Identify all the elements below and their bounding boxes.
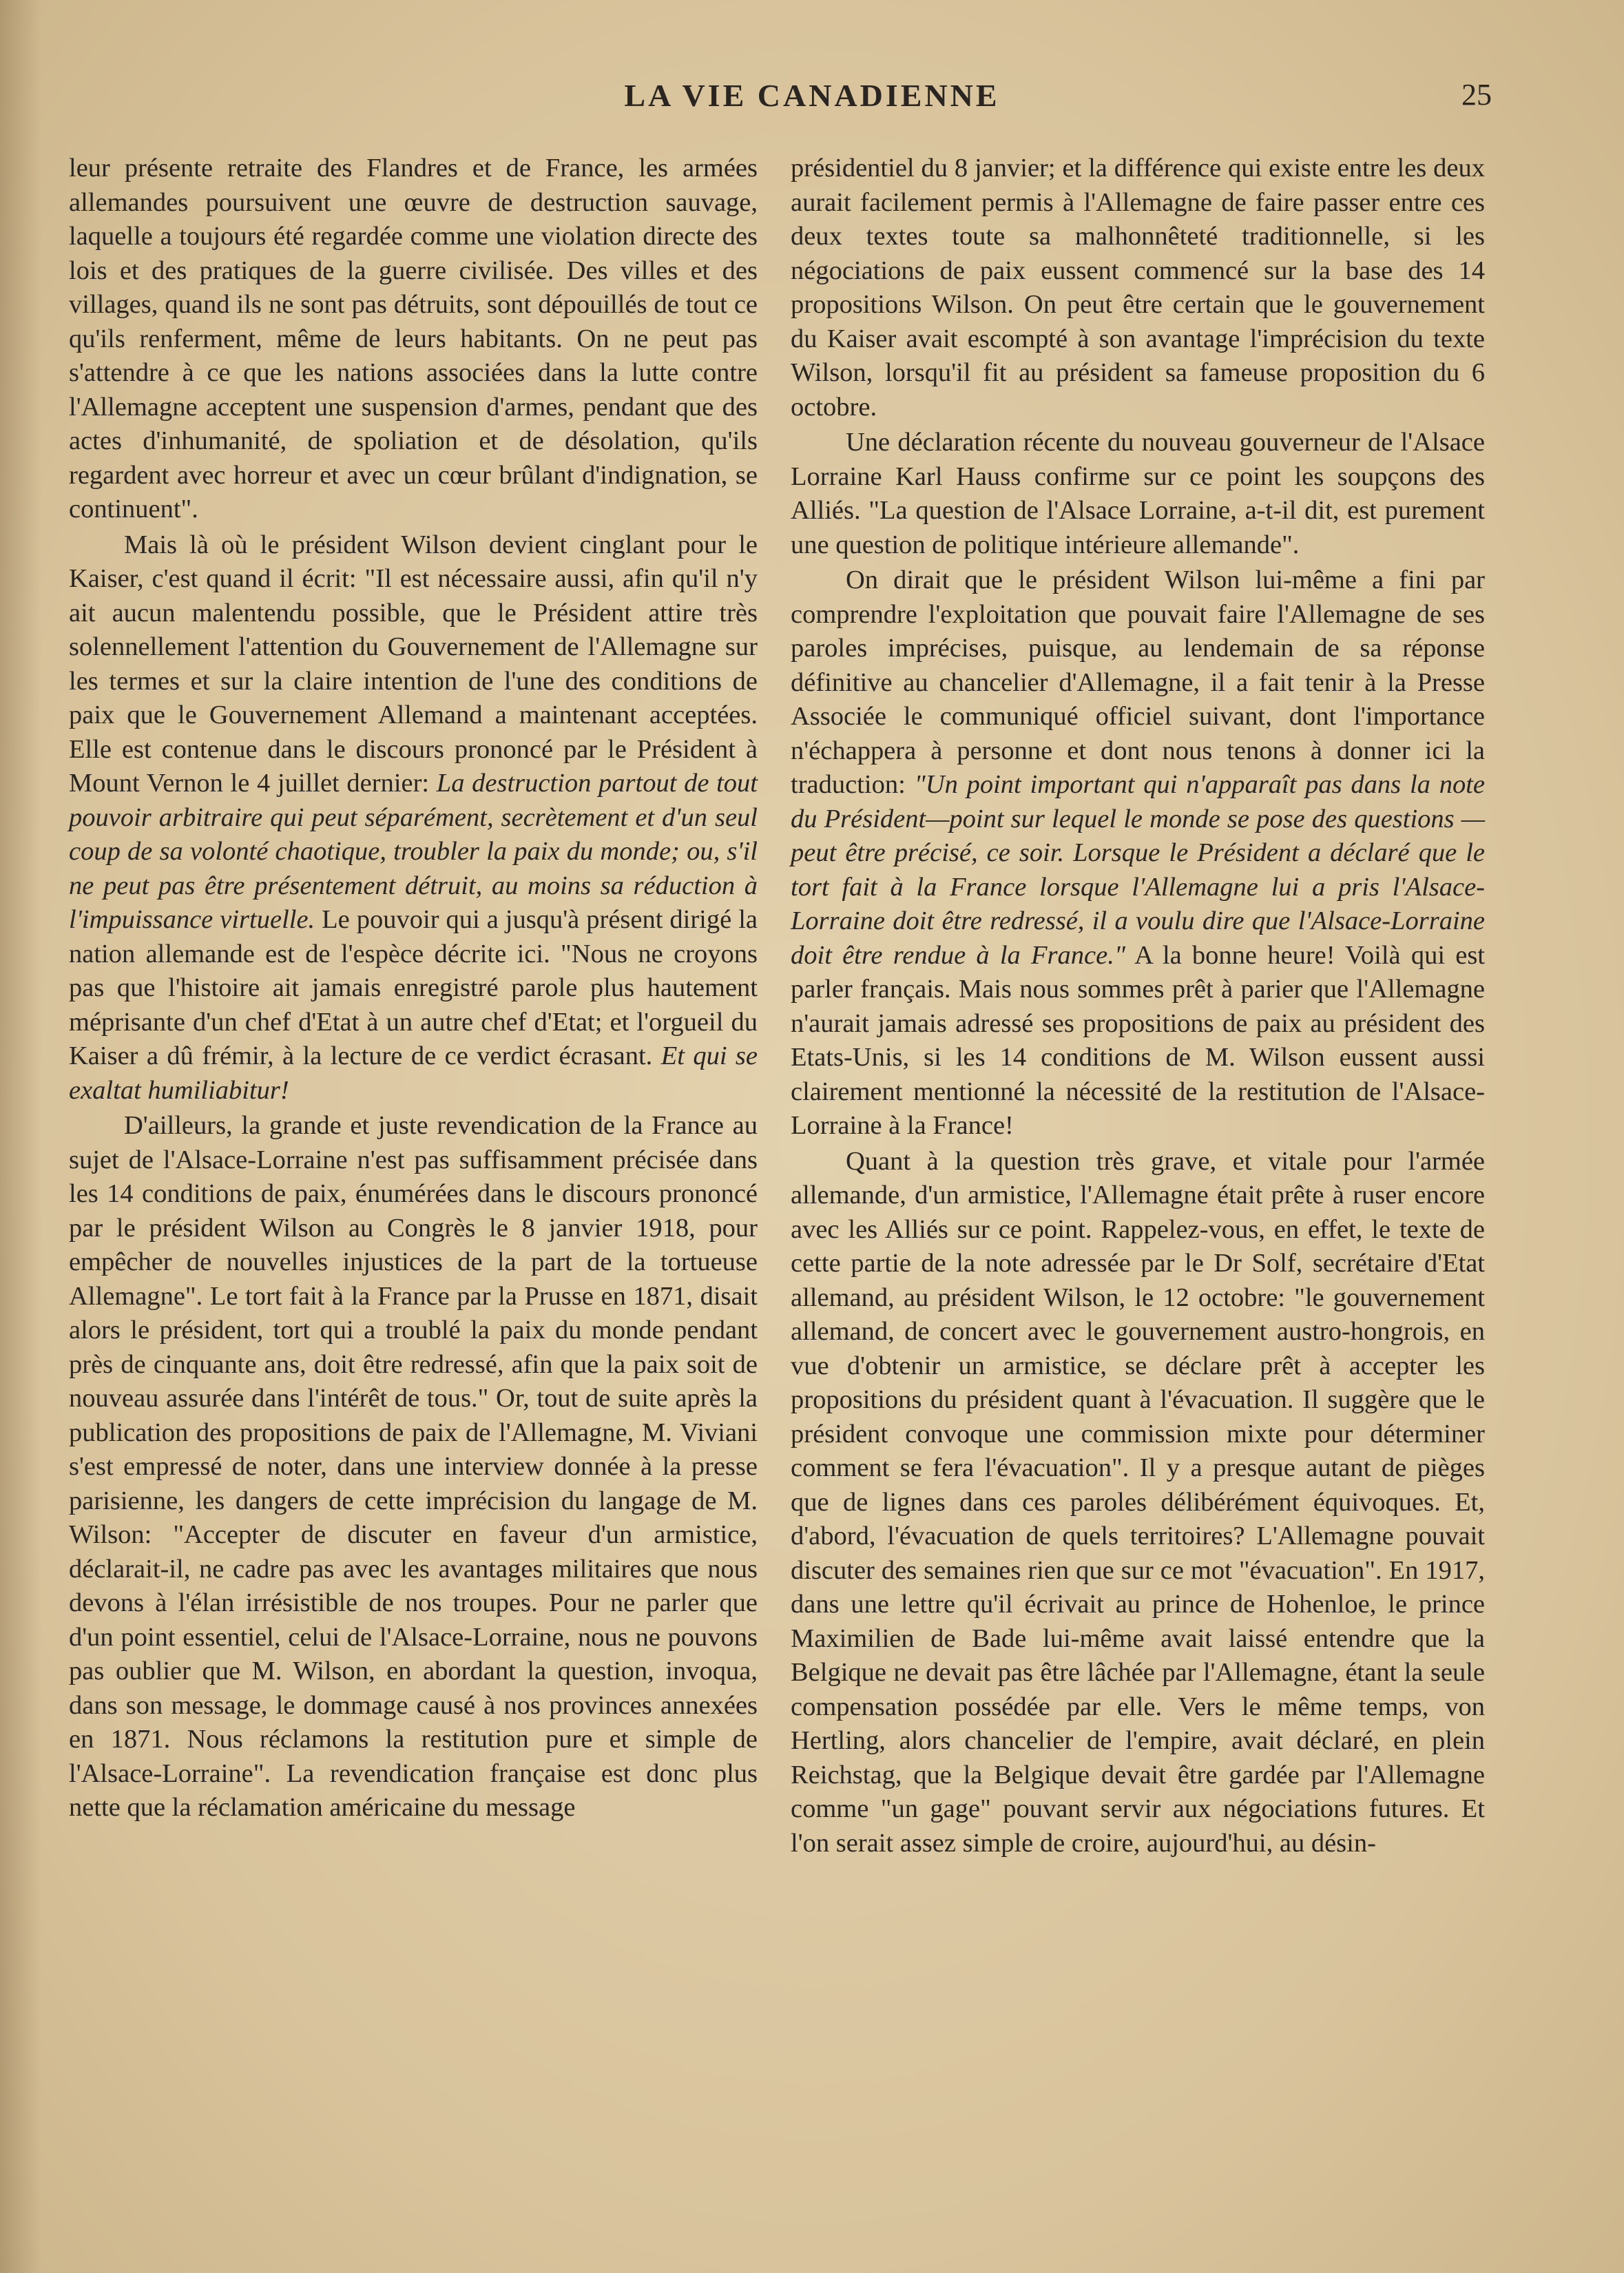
paragraph: [791, 563, 1485, 1143]
italic-quote: Et qui se exaltat humiliabitur!: [69, 1041, 758, 1105]
text-run: Mais là où le président Wilson devient cinglant pour le Kaiser, c'est quand il écrit: "Il est nécessaire aussi, afin qu'il n'y ait aucun malentendu possible, que le Président attire très solennellement l'attention du Gouvernement de l'Allemagne sur les termes et sur la claire intention de l'une des conditions de paix que le Gouvernement Allemand a maintenant acceptées. Elle est contenue dans le discours prononcé par le Président à Mount Vernon le 4 juillet dernier:: [69, 530, 758, 798]
paragraph: [69, 528, 758, 1108]
text-run: Le pouvoir qui a jusqu'à présent dirigé la nation allemande est de l'espèce décrite ici. "Nous ne croyons pas que l'histoire ait jamais enregistré parole plus hautement méprisante d'un chef d'Etat à un autre chef d'Etat; et l'orgueil du Kaiser a dû frémir, à la lecture de ce verdict écrasant.: [69, 905, 758, 1070]
paragraph: leur présente retraite des Flandres et de France, les armées allemandes poursuivent une œuvre de destruction sauvage, laquelle a toujours été regardée comme une violation directe des lois et des pratiques de la guerre civilisée. Des villes et des villages, quand ils ne sont pas détruits, sont dépouillés de tout ce qu'ils renferment, même de leurs habitants. On ne peut pas s'attendre à ce que les nations associées dans la lutte contre l'Allemagne acceptent une suspension d'armes, pendant que des actes d'inhumanité, de spoliation et de désolation, qu'ils regardent avec horreur et avec un cœur brûlant d'indignation, se continuent".: [69, 154, 758, 523]
italic-quote: "Un point important qui n'apparaît pas dans la note du Président—point sur lequel le monde se pose des questions —peut être précisé, ce soir. Lorsque le Président a déclaré que le tort fait à la France lorsque l'Allemagne lui a pris l'Alsace-Lorraine doit être redressé, il a voulu dire que l'Alsace-Lorraine doit être rendue à la France.": [791, 770, 1485, 970]
paragraph: D'ailleurs, la grande et juste revendication de la France au sujet de l'Alsace-Lorraine n'est pas suffisamment précisée dans les 14 conditions de paix, énumérées dans le discours prononcé par le président Wilson au Congrès le 8 janvier 1918, pour empêcher de nouvelles injustices de la part de la tortueuse Allemagne". Le tort fait à la France par la Prusse en 1871, disait alors le président, tort qui a troublé la paix du monde pendant près de cinquante ans, doit être redressé, afin que la paix soit de nouveau assurée dans l'intérêt de tous." Or, tout de suite après la publication des propositions de paix de l'Allemagne, M. Viviani s'est empressé de noter, dans une interview donnée à la presse parisienne, les dangers de cette imprécision du langage de M. Wilson: "Accepter de discuter en faveur d'un armistice, déclarait-il, ne cadre pas avec les avantages militaires que nous devons à l'élan irrésistible de nos troupes. Pour ne parler que d'un point essentiel, celui de l'Alsace-Lorraine, nous ne pouvons pas oublier que M. Wilson, en abordant la question, invoqua, dans son message, le dommage causé à nos provinces annexées en 1871. Nous réclamons la restitution pure et simple de l'Alsace-Lorraine". La revendication française est donc plus nette que la réclamation américaine du message: [69, 1111, 758, 1822]
right-column: [791, 152, 1485, 1860]
paragraph: présidentiel du 8 janvier; et la différence qui existe entre les deux aurait facilement permis à l'Allemagne de faire passer entre ces deux textes toute sa malhonnêteté traditionnelle, si les négociations de paix eussent commencé sur la base des 14 propositions Wilson. On peut être certain que le gouvernement du Kaiser avait escompté à son avantage l'imprécision du texte Wilson, lorsqu'il fit au président sa fameuse proposition du 6 octobre.: [791, 154, 1485, 422]
italic-quote: La destruction partout de tout pouvoir arbitraire qui peut séparément, secrètement et d'un seul coup de sa volonté chaotique, troubler la paix du monde; ou, s'il ne peut pas être présentement détruit, au moins sa réduction à l'impuissance virtuelle.: [69, 769, 758, 934]
paragraph: Une déclaration récente du nouveau gouverneur de l'Alsace Lorraine Karl Hauss confirme sur ce point les soupçons des Alliés. "La question de l'Alsace Lorraine, a-t-il dit, est purement une question de politique intérieure allemande".: [791, 428, 1485, 559]
running-title: LA VIE CANADIENNE: [624, 78, 1000, 113]
left-column: [69, 152, 758, 1825]
page-header: [0, 77, 1624, 118]
text-run: A la bonne heure! Voilà qui est parler français. Mais nous sommes prêt à parier que l'Allemagne n'aurait jamais adressé ses propositions de paix au président des Etats-Unis, si les 14 conditions de M. Wilson eussent aussi clairement mentionné la nécessité de la restitution de l'Alsace-Lorraine à la France!: [791, 940, 1485, 1140]
page-number: 25: [1461, 78, 1492, 112]
text-run: On dirait que le président Wilson lui-même a fini par comprendre l'exploitation que pouvait faire l'Allemagne de ses paroles imprécises, puisque, au lendemain de sa réponse définitive au chancelier d'Allemagne, il a fait tenir à la Presse Associée le communiqué officiel suivant, dont l'importance n'échappera à personne et dont nous tenons à donner ici la traduction:: [791, 565, 1485, 799]
paragraph: Quant à la question très grave, et vitale pour l'armée allemande, d'un armistice, l'Allemagne était prête à ruser encore avec les Alliés sur ce point. Rappelez-vous, en effet, le texte de cette partie de la note adressée par le Dr Solf, secrétaire d'Etat allemand, au président Wilson, le 12 octobre: "le gouvernement allemand, de concert avec le gouvernement austro-hongrois, en vue d'obtenir un armistice, se déclare prêt à accepter les propositions du président quant à l'évacuation. Il suggère que le président convoque une commission mixte pour déterminer comment se fera l'évacuation". Il y a presque autant de pièges que de lignes dans ces paroles délibérément équivoques. Et, d'abord, l'évacuation de quels territoires? L'Allemagne pouvait discuter des semaines rien que sur ce mot "évacuation". En 1917, dans une lettre qu'il écrivait au prince de Hohenloe, le prince Maximilien de Bade lui-même avait laissé entendre que la Belgique ne devait pas être lâchée par l'Allemagne, étant la seule compensation possédée par elle. Vers le même temps, von Hertling, alors chancelier de l'empire, avait déclaré, en plein Reichstag, que la Belgique devait être gardée par l'Allemagne comme "un gage" pouvant servir aux négociations futures. Et l'on serait assez simple de croire, aujourd'hui, au désin-: [791, 1146, 1485, 1858]
page-gutter-shadow: [0, 0, 41, 2273]
